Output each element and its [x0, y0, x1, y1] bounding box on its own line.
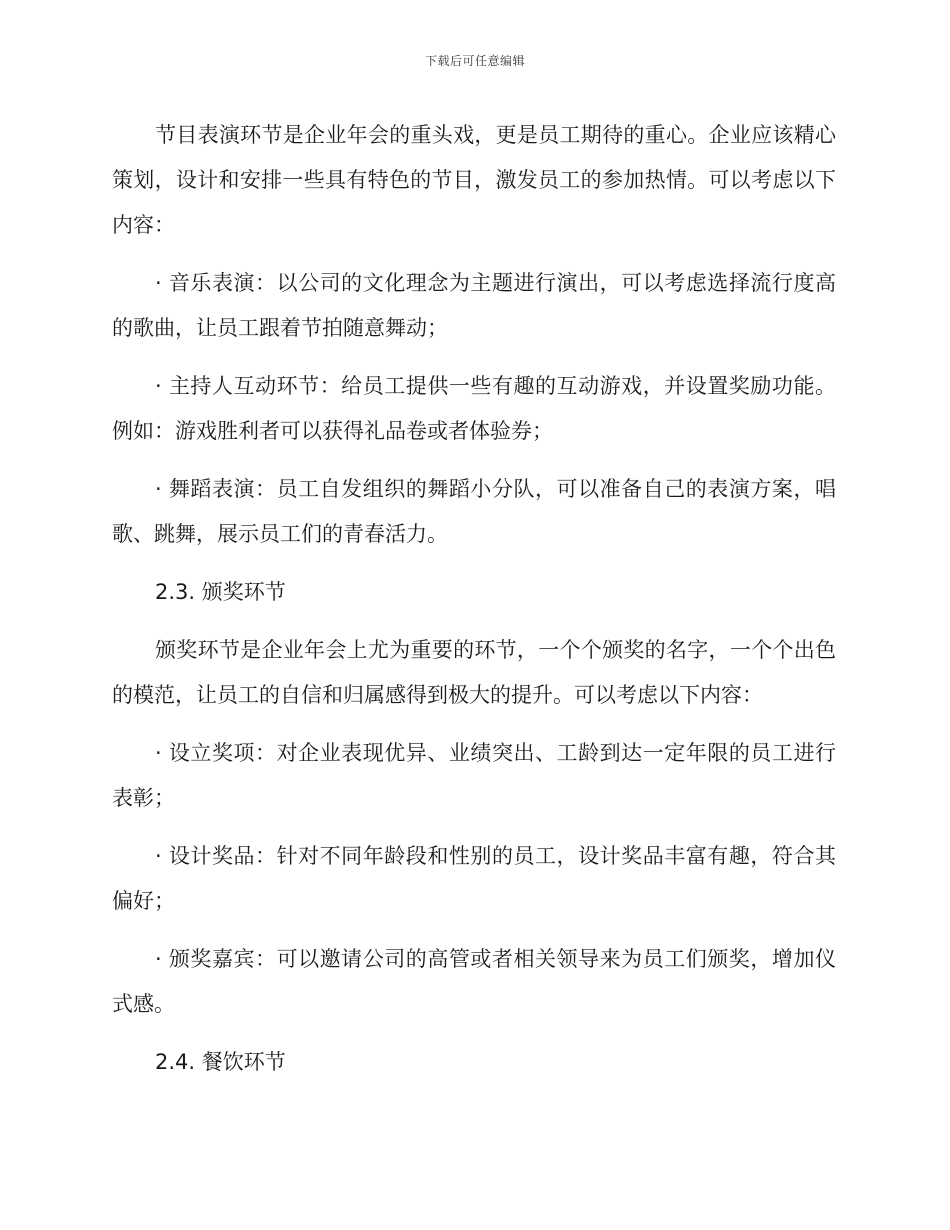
bullet-dance-performance: · 舞蹈表演：员工自发组织的舞蹈小分队，可以准备自己的表演方案，唱歌、跳舞，展示员工们的青春活力。	[112, 477, 836, 546]
bullet-award-guests: · 颁奖嘉宾：可以邀请公司的高管或者相关领导来为员工们颁奖，增加仪式感。	[112, 947, 836, 1016]
intro-paragraph: 节目表演环节是企业年会的重头戏，更是员工期待的重心。企业应该精心策划，设计和安排一些具有特色的节目，激发员工的参加热情。可以考虑以下内容：	[112, 123, 836, 237]
bullet-set-awards: · 设立奖项：对企业表现优异、业绩突出、工龄到达一定年限的员工进行表彰；	[112, 741, 836, 810]
page-header: 下载后可任意编辑	[424, 54, 525, 68]
bullet-design-prizes: · 设计奖品：针对不同年龄段和性别的员工，设计奖品丰富有趣，符合其偏好；	[112, 844, 836, 913]
document-body	[112, 113, 836, 1085]
section-heading-catering: 2.4. 餐饮环节	[155, 1050, 286, 1074]
awards-paragraph: 颁奖环节是企业年会上尤为重要的环节，一个个颁奖的名字，一个个出色的模范，让员工的自信和归属感得到极大的提升。可以考虑以下内容：	[112, 638, 836, 707]
bullet-host-interaction: · 主持人互动环节：给员工提供一些有趣的互动游戏，并设置奖励功能。例如：游戏胜利者可以获得礼品卷或者体验券；	[112, 374, 836, 443]
section-heading-awards: 2.3. 颁奖环节	[155, 580, 286, 604]
bullet-music-performance: · 音乐表演：以公司的文化理念为主题进行演出，可以考虑选择流行度高的歌曲，让员工跟着节拍随意舞动；	[112, 271, 836, 340]
